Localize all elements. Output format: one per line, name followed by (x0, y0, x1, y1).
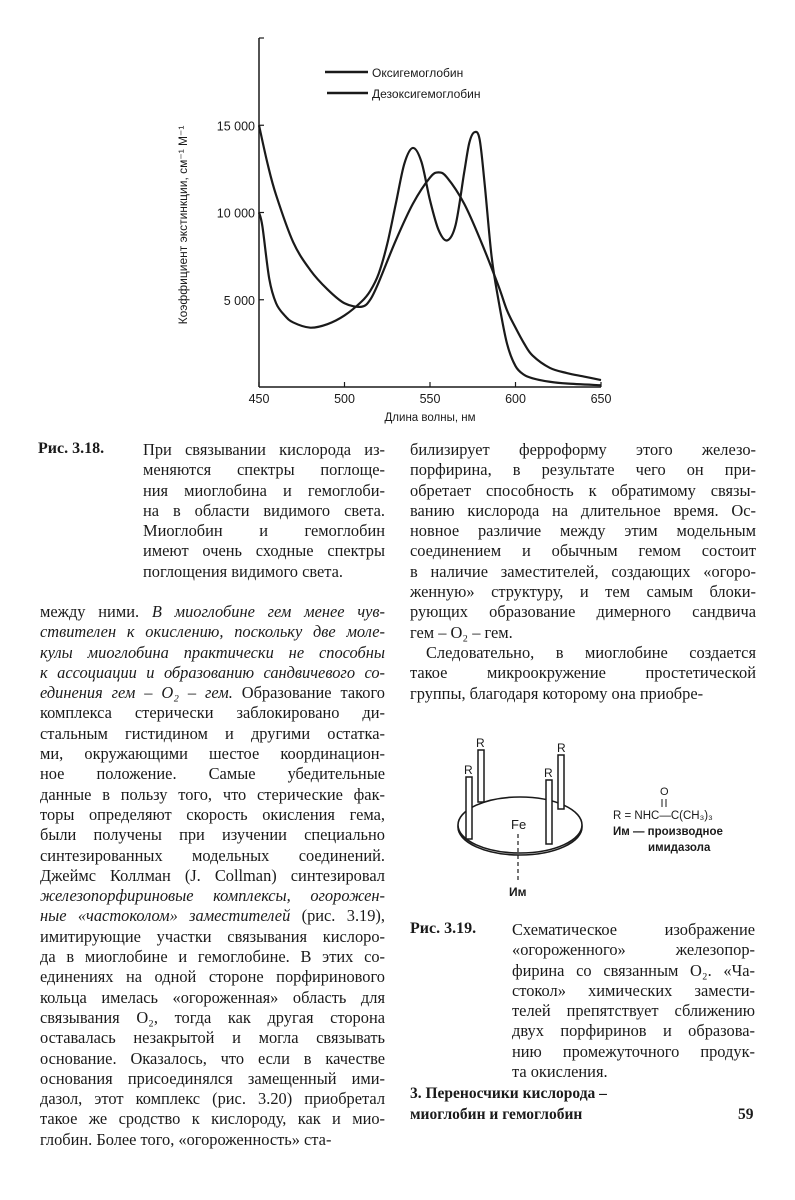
text-line (512, 1062, 755, 1082)
x-tick-label: 550 (419, 392, 441, 406)
figure-3-18-label: Рис. 3.18. (38, 440, 105, 457)
text-segment: новное различие между этим модельным (410, 521, 756, 541)
figure-3-19-caption (512, 920, 755, 1082)
text-line (512, 981, 755, 1001)
left-column-text (40, 602, 385, 1150)
text-line (40, 1089, 385, 1109)
text-line (40, 744, 385, 764)
im-definition-line1: Им — производное (613, 826, 723, 838)
text-line (410, 481, 756, 501)
italic-text: единения гем – O₂ – гем. (40, 683, 233, 703)
text-segment: фирина со связанным O₂. «Ча- (512, 960, 755, 980)
text-segment: комплекса стерически заблокировано ди- (40, 703, 385, 723)
text-line (512, 940, 755, 960)
text-segment: ми, окружающими шестое координацион- (40, 744, 385, 764)
text-line (410, 460, 756, 480)
picket-post (558, 755, 564, 809)
text-line (40, 703, 385, 723)
text-segment: единениях на одной стороне порфиринового (40, 967, 385, 987)
text-line (512, 920, 755, 940)
text-line (410, 521, 756, 541)
text-segment: меняются спектры поглоще- (143, 460, 385, 480)
text-line (410, 684, 756, 704)
text-line (40, 927, 385, 947)
text-segment: такое же сродство к кислороду, как и мио- (40, 1109, 385, 1129)
text-segment: синтезированных модельных соединений. (40, 845, 385, 865)
text-line (40, 643, 385, 663)
x-tick-label: 450 (248, 392, 270, 406)
text-segment: гем – O₂ – гем. (410, 622, 513, 642)
absorption-spectrum-chart (0, 0, 795, 430)
figure-3-19-label: Рис. 3.19. (410, 920, 477, 937)
r-label: R (544, 766, 553, 780)
text-line (410, 541, 756, 561)
text-segment: были получены при изучении специально (40, 825, 385, 845)
x-tick-label: 600 (505, 392, 526, 406)
text-line (512, 961, 755, 981)
y-tick-label: 15 000 (216, 119, 255, 134)
text-line (40, 906, 385, 926)
text-segment: соединением и обычным гемом состоит (410, 541, 756, 561)
text-line (143, 562, 385, 582)
text-segment: Джеймс Коллман (J. Collman) синтезировал (40, 865, 385, 885)
text-line (40, 866, 385, 886)
text-line (40, 1028, 385, 1048)
text-line (40, 947, 385, 967)
r-label: R (476, 736, 485, 750)
text-line (40, 1049, 385, 1069)
text-line (40, 602, 385, 622)
text-line (143, 440, 385, 460)
text-line (40, 1109, 385, 1129)
text-segment: нию промежуточного продук- (512, 1041, 755, 1061)
text-segment: оставалась незакрытой и могла связывать (40, 1028, 385, 1048)
text-segment: ванию кислорода на длительное время. Ос- (410, 500, 756, 520)
fe-label: Fe (511, 817, 527, 832)
text-line (40, 1008, 385, 1028)
text-segment: имитирующие участки связывания кислоро- (40, 926, 385, 946)
text-segment: Следовательно, в миоглобине создается (426, 642, 756, 662)
picket-post (478, 750, 484, 802)
text-segment: глобин. Более того, «огороженность» ста- (40, 1129, 332, 1149)
text-segment: Миоглобин и гемоглобин (143, 521, 385, 541)
im-definition-line2: имидазола (648, 842, 711, 854)
text-segment: торы определяют скорость окисления гема, (40, 804, 385, 824)
text-line (40, 805, 385, 825)
text-line (40, 1069, 385, 1089)
text-segment: основание. Оказалось, что если в качестве (40, 1048, 385, 1068)
text-line (40, 724, 385, 744)
text-segment: группы, благодаря которому она приобре- (410, 683, 704, 703)
italic-text: кулы миоглобина практически не способны (40, 642, 385, 662)
text-line (512, 1021, 755, 1041)
carbonyl-o-label: O (660, 786, 669, 798)
text-segment: ное положение. Самые убедительные (40, 764, 385, 784)
text-line (143, 521, 385, 541)
text-segment: При связывании кислорода из- (143, 440, 385, 459)
text-line (512, 1001, 755, 1021)
r-label: R (557, 741, 566, 755)
text-line (40, 967, 385, 987)
text-line (410, 663, 756, 683)
text-segment: дазол, этот комплекс (рис. 3.20) приобретал (40, 1089, 385, 1109)
text-line (40, 785, 385, 805)
text-segment: на в области видимого света. (143, 500, 385, 520)
text-line (143, 541, 385, 561)
text-segment: между ними. (40, 602, 152, 621)
im-label: Им (509, 885, 527, 899)
y-tick-label: 10 000 (216, 206, 255, 221)
text-line (40, 663, 385, 683)
text-line (40, 825, 385, 845)
text-segment: женную» структуру, и тем самым блоки- (410, 582, 756, 602)
text-segment: ния миоглобина и гемоглоби- (143, 480, 385, 500)
text-segment: Образование такого (232, 683, 385, 703)
text-segment: основания присоединялся замещенный ими- (40, 1068, 385, 1088)
r-formula: R = NHC—C(CH₃)₃ (613, 810, 713, 822)
text-segment: двух порфиринов и образова- (512, 1021, 755, 1041)
text-line (40, 1130, 385, 1150)
series-line-oxyhemoglobin (259, 132, 601, 385)
italic-text: ные «частоколом» заместителей (40, 906, 291, 926)
text-segment: (рис. 3.19), (290, 906, 385, 926)
picket-post (466, 777, 472, 839)
legend (325, 66, 481, 101)
series-line-deoxyhemoglobin (259, 125, 601, 380)
right-column-text (410, 440, 756, 704)
text-line (410, 582, 756, 602)
text-segment: в наличие заместителей, создающих «огоро- (410, 561, 756, 581)
text-segment: такое микроокружение простетической (410, 663, 756, 683)
text-segment: рующих образование димерного сандвича (410, 602, 756, 622)
text-line (410, 440, 756, 460)
text-segment: кольца имелась «огороженная» область для (40, 987, 385, 1007)
text-segment: да в миоглобине и гемоглобине. В этих со- (40, 947, 385, 967)
x-tick-label: 500 (334, 392, 355, 406)
text-segment: та окисления. (512, 1062, 608, 1082)
text-segment: телей препятствует сближению (512, 1001, 755, 1021)
text-line (143, 501, 385, 521)
text-segment: имеют очень сходные спектры (143, 541, 385, 561)
chapter-title (410, 1083, 607, 1125)
text-segment: «огороженного» железопор- (512, 940, 755, 960)
italic-text: ствителен к окислению, поскольку две моле- (40, 622, 385, 642)
caged-porphyrin-diagram (420, 730, 740, 900)
text-segment: стальным гистидином и другими остатка- (40, 723, 385, 743)
text-segment: порфирина, в результате чего он при- (410, 460, 756, 480)
legend-label-deoxy: Дезоксигемоглобин (372, 87, 481, 101)
text-line (40, 886, 385, 906)
text-segment: Схематическое изображение (512, 920, 755, 939)
text-line (143, 481, 385, 501)
text-line (512, 1042, 755, 1062)
text-line (410, 623, 756, 643)
italic-text: железопорфириновые комплексы, огорожен- (40, 886, 385, 906)
x-tick-label: 650 (590, 392, 612, 406)
text-line (410, 562, 756, 582)
text-segment: билизирует ферроформу этого железо- (410, 440, 756, 459)
text-segment: стокол» химических замести- (512, 980, 755, 1000)
text-line (40, 988, 385, 1008)
italic-text: к ассоциации и образованию сандвичевого со- (40, 662, 385, 682)
text-line (143, 460, 385, 480)
text-segment: обретает способность к обратимому связы- (410, 480, 756, 500)
text-line (40, 622, 385, 642)
y-tick-label: 5 000 (223, 293, 255, 308)
picket-post (546, 780, 552, 844)
page-number: 59 (738, 1106, 754, 1123)
chapter-title-line2: миоглобин и гемоглобин (410, 1106, 583, 1123)
y-axis-label: Коэффициент экстинкции, см⁻¹ М⁻¹ (176, 125, 190, 325)
r-label: R (464, 763, 473, 777)
legend-label-oxy: Оксигемоглобин (372, 66, 464, 80)
text-line (40, 846, 385, 866)
text-line (410, 643, 756, 663)
chapter-title-line1: 3. Переносчики кислорода – (410, 1085, 607, 1102)
text-line (40, 764, 385, 784)
text-line (410, 501, 756, 521)
text-line (40, 683, 385, 703)
text-segment: данные в пользу того, что стерические фак- (40, 784, 385, 804)
x-axis-label: Длина волны, нм (384, 412, 476, 424)
text-segment: связывания O₂, тогда как другая сторона (40, 1007, 385, 1027)
figure-3-18-caption (143, 440, 385, 582)
text-segment: поглощения видимого света. (143, 561, 344, 581)
text-line (410, 602, 756, 622)
italic-text: В миоглобине гем менее чув- (151, 602, 385, 621)
